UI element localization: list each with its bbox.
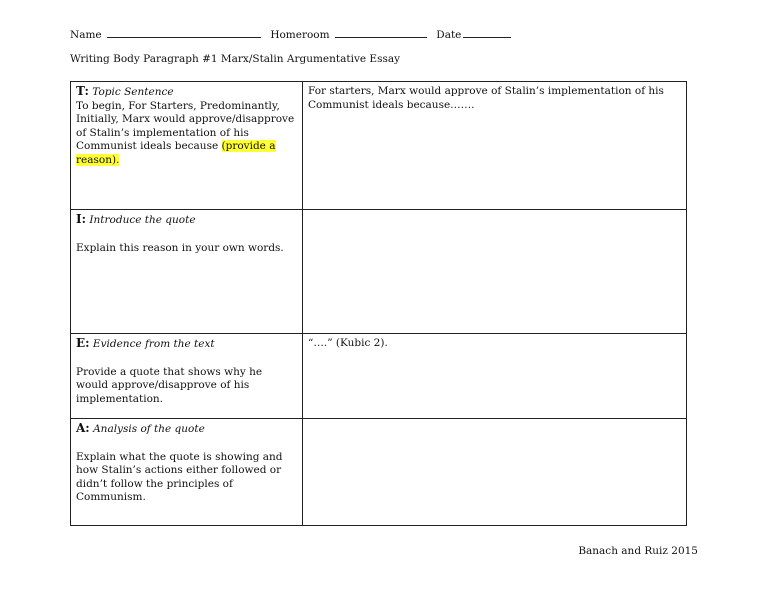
response-cell-introduce-quote[interactable]: [303, 210, 687, 334]
row-instructions: To begin, For Starters, Predominantly, Initially, Marx would approve/disapprove of Stalin’s implementation of his Communist ideals because: [76, 99, 295, 153]
row-label: Introduce the quote: [89, 214, 196, 226]
prompt-cell-analysis: [71, 419, 303, 526]
highlighted-text: (provide a reason).: [76, 140, 276, 166]
row-letter: A:: [76, 421, 90, 435]
row-label: Topic Sentence: [92, 86, 174, 98]
row-label: Evidence from the text: [92, 338, 215, 350]
date-blank[interactable]: [463, 26, 511, 38]
spacer: [76, 437, 297, 451]
row-instructions: Explain this reason in your own words.: [76, 241, 284, 254]
name-label: Name: [70, 29, 102, 41]
table-row-analysis: [71, 419, 687, 526]
spacer: [76, 352, 297, 366]
prompt-cell-topic-sentence: [71, 82, 303, 210]
row-instructions: Provide a quote that shows why he would approve/disapprove of his implementation.: [76, 365, 263, 405]
row-label: Analysis of the quote: [93, 423, 205, 435]
prompt-cell-introduce-quote: [71, 210, 303, 334]
row-letter: E:: [76, 336, 90, 350]
homeroom-label: Homeroom: [270, 29, 330, 41]
table-row-introduce-quote: [71, 210, 687, 334]
prompt-cell-evidence: [71, 334, 303, 419]
tiem-organizer-table: [70, 81, 687, 526]
row-instructions: Explain what the quote is showing and how Stalin’s actions either followed or didn’t follow the principles of Communism.: [76, 450, 283, 504]
row-letter: I:: [76, 212, 87, 226]
date-label: Date: [436, 29, 462, 41]
response-cell-evidence[interactable]: [303, 334, 687, 419]
table-row-evidence: [71, 334, 687, 419]
response-cell-analysis[interactable]: [303, 419, 687, 526]
footer-credit: Banach and Ruiz 2015: [578, 545, 698, 557]
student-info-line: [70, 26, 517, 41]
table-row-topic-sentence: [71, 82, 687, 210]
response-text: For starters, Marx would approve of Stalin’s implementation of his Communist ideals because…….: [308, 85, 664, 111]
homeroom-blank[interactable]: [335, 26, 427, 38]
name-blank[interactable]: [107, 26, 261, 38]
row-letter: T:: [76, 84, 89, 98]
document-title: Writing Body Paragraph #1 Marx/Stalin Argumentative Essay: [70, 53, 401, 65]
spacer: [76, 228, 297, 242]
response-cell-topic-sentence[interactable]: [303, 82, 687, 210]
response-text: “….” (Kubic 2).: [308, 337, 388, 349]
